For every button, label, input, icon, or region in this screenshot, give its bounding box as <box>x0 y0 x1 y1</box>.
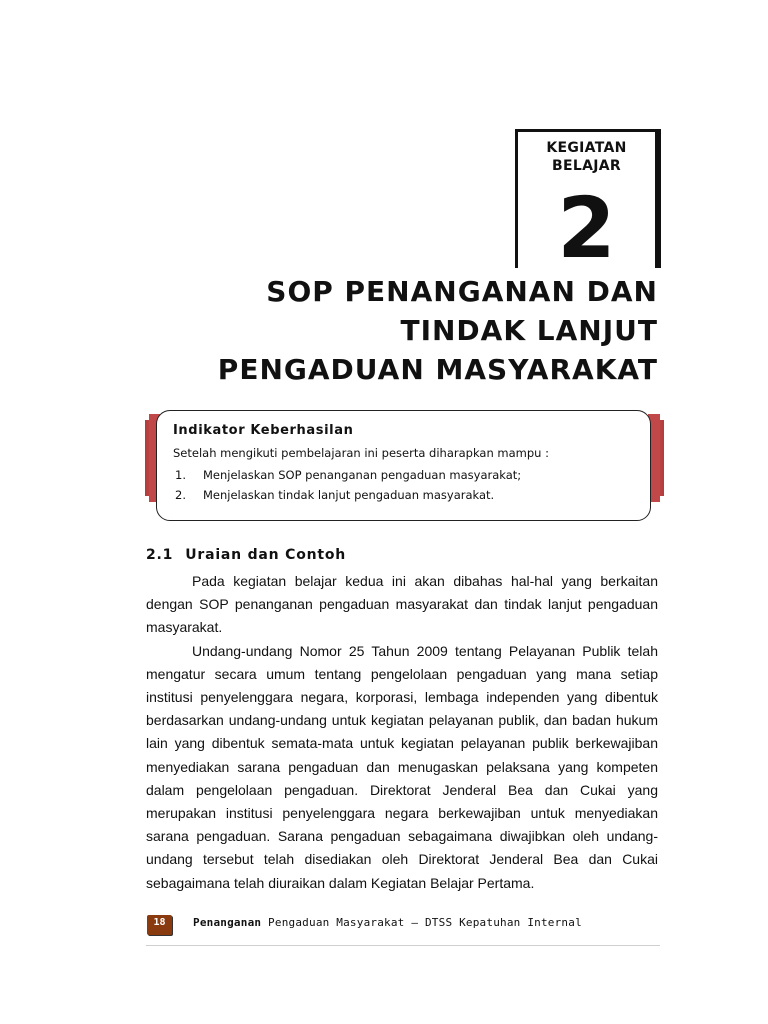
list-item-number: 1. <box>175 468 186 482</box>
chapter-title-line: SOP PENANGANAN DAN <box>266 275 658 308</box>
section-number: 2.1 <box>146 547 174 563</box>
list-item-text: Menjelaskan SOP penanganan pengaduan masyarakat; <box>203 468 522 482</box>
list-item <box>173 485 634 505</box>
chapter-title-line: PENGADUAN MASYARAKAT <box>217 353 658 386</box>
kegiatan-label-line1: KEGIATAN <box>546 140 627 156</box>
paragraph: Pada kegiatan belajar kedua ini akan dibahas hal-hal yang berkaitan dengan SOP penanganan pengaduan masyarakat dan tindak lanjut pengaduan masyarakat. <box>146 573 658 636</box>
indikator-intro: Setelah mengikuti pembelajaran ini peserta diharapkan mampu : <box>173 446 549 460</box>
footer-bold-text: Penanganan <box>193 916 262 929</box>
section-heading <box>146 546 346 564</box>
paragraph: Undang-undang Nomor 25 Tahun 2009 tentang Pelayanan Publik telah mengatur secara umum tentang pengelolaan pengaduan yang mana setiap institusi penyelenggara negara, korporasi, lembaga independen yang dibentuk berdasarkan undang-undang untuk kegiatan pelayanan publik, dan badan hukum lain yang dibentuk semata-mata untuk kegiatan pelayanan publik berkewajiban menyediakan sarana pengaduan dan menugaskan pelaksana yang kompeten dalam pengelolaan pengaduan. Direktorat Jenderal Bea dan Cukai yang merupakan institusi penyelenggara negara berkewajiban untuk menyediakan sarana pengaduan. Sarana pengaduan sebagaimana diwajibkan oleh undang-undang tersebut telah disediakan oleh Direktorat Jenderal Bea dan Cukai sebagaimana telah diuraikan dalam Kegiatan Belajar Pertama. <box>146 642 658 891</box>
kegiatan-belajar-box <box>515 129 661 277</box>
page-number-badge: 18 <box>147 915 172 935</box>
indikator-box <box>156 410 651 521</box>
section-title: Uraian dan Contoh <box>185 547 347 563</box>
list-item-text: Menjelaskan tindak lanjut pengaduan masyarakat. <box>203 488 495 502</box>
footer-rest-text: Pengaduan Masyarakat – DTSS Kepatuhan Internal <box>261 916 582 929</box>
footer-divider <box>146 945 660 946</box>
indikator-list <box>173 465 634 505</box>
kegiatan-label-line2: BELAJAR <box>552 158 621 174</box>
indikator-title: Indikator Keberhasilan <box>173 423 354 438</box>
body-text <box>146 570 658 895</box>
chapter-title <box>218 272 658 389</box>
footer-text <box>193 916 582 930</box>
chapter-title-line: TINDAK LANJUT <box>400 314 658 347</box>
list-item <box>173 465 634 485</box>
kegiatan-belajar-label <box>518 139 655 175</box>
kegiatan-number: 2 <box>557 179 616 277</box>
list-item-number: 2. <box>175 488 186 502</box>
